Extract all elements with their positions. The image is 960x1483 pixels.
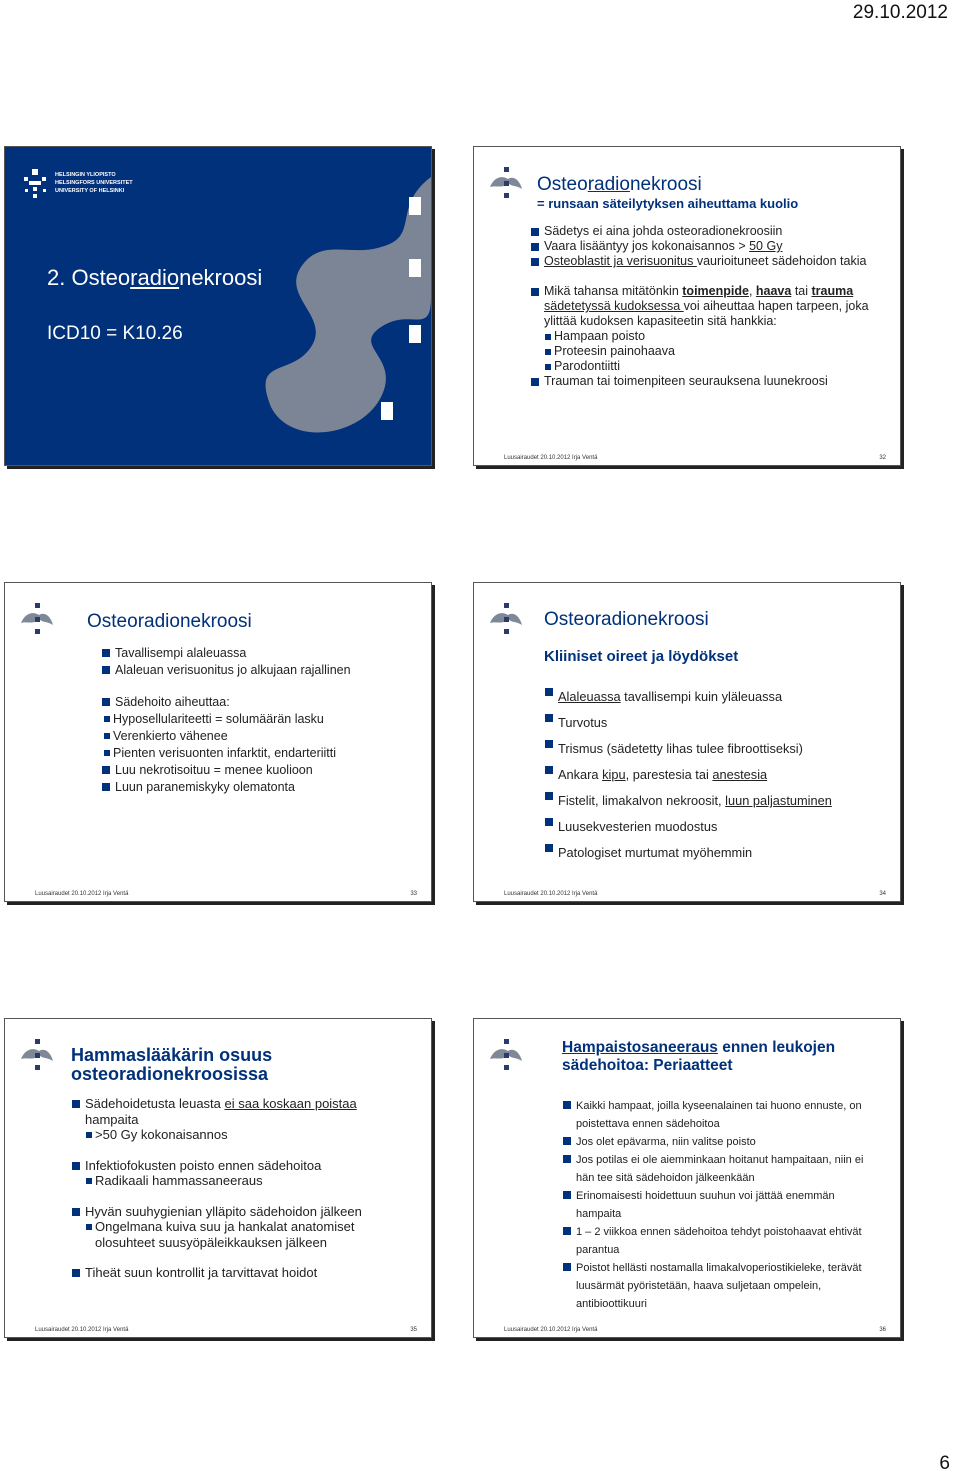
list-item: Hampaan poisto (544, 329, 890, 344)
list-item: Pienten verisuonten infarktit, endarteriitti (103, 745, 421, 762)
list-item: Patologiset murtumat myöhemmin (544, 840, 889, 866)
text: voi aiheuttaa hapen tarpeen, joka ylittää kudoksen kapasiteetin sitä hankkia: (544, 299, 869, 328)
list-item: Hyposellulariteetti = solumäärän lasku (103, 711, 421, 728)
logo-line: HELSINGIN YLIOPISTO (55, 172, 116, 178)
slide-number: 34 (879, 891, 886, 897)
slide-footer: Luusairaudet 20.10.2012 Irja Ventä (504, 891, 598, 897)
text: tai (791, 284, 812, 298)
text: sädetetyssä kudoksessa (544, 299, 684, 313)
university-logo-icon (488, 603, 524, 637)
bullet-list (544, 684, 889, 866)
logo-line: HELSINGFORS UNIVERSITET (55, 180, 133, 186)
slide-4 (473, 582, 901, 902)
list-item: Jos potilas ei ole aiemminkaan hoitanut hampaitaan, niin ei hän tee sitä sädehoidon jälkeenkään (562, 1151, 882, 1187)
university-logo (21, 169, 51, 204)
slide-number: 32 (879, 455, 886, 461)
logo-line: UNIVERSITY OF HELSINKI (55, 188, 125, 194)
slide-title (71, 1046, 272, 1084)
list-item (530, 254, 890, 269)
list-item (544, 684, 889, 710)
list-item (544, 762, 889, 788)
bullet-list (101, 645, 421, 796)
page-number: 6 (939, 1453, 950, 1474)
list-item: Hyvän suuhygienian ylläpito sädehoidon jälkeen (71, 1204, 401, 1220)
list-item: Luu nekrotisoituu = menee kuolioon (101, 762, 421, 779)
list-item: Radikaali hammassaneeraus (85, 1173, 401, 1189)
list-item: Parodontiitti (544, 359, 890, 374)
title-part: 2. Osteo (47, 265, 131, 290)
university-logo-icon (21, 169, 51, 199)
page-date: 29.10.2012 (852, 2, 948, 23)
list-item: Poistot hellästi nostamalla limakalvoperiostikieleke, terävät luusärmät pyöristetään, haava suljetaan ompelein, antibioottikuuri (562, 1259, 882, 1313)
list-item (530, 239, 890, 254)
slide-title: Osteoradionekroosi (87, 611, 252, 632)
list-item: Trismus (sädetetty lihas tulee fibroottiseksi) (544, 736, 889, 762)
university-logo-icon (488, 167, 524, 201)
text: Vaara lisääntyy jos kokonaisannos > (544, 239, 750, 253)
list-item (530, 284, 890, 329)
slide-number: 33 (410, 891, 417, 897)
slide-number: 36 (879, 1327, 886, 1333)
text: Sädehoidetusta leuasta (85, 1096, 225, 1111)
slide-title (47, 267, 262, 288)
list-item: Luusekvesterien muodostus (544, 814, 889, 840)
slide-footer: Luusairaudet 20.10.2012 Irja Ventä (504, 455, 598, 461)
text: anestesia (712, 767, 768, 782)
list-item: 1 – 2 viikkoa ennen sädehoitoa tehdyt poistohaavat ehtivät parantua (562, 1223, 882, 1259)
text: trauma (811, 284, 854, 298)
text: Fistelit, limakalvon nekroosit, (558, 793, 726, 808)
university-logo-icon (19, 1039, 55, 1073)
title-part: Osteo (537, 174, 588, 195)
university-logo-icon (19, 603, 55, 637)
list-item: Luun paranemiskyky olematonta (101, 779, 421, 796)
text: vaurioituneet sädehoidon takia (696, 254, 867, 268)
slide-subtitle: = runsaan säteilytyksen aiheuttama kuolio (537, 196, 799, 211)
bullet-list (71, 1096, 401, 1281)
title-line: osteoradionekroosissa (71, 1064, 269, 1084)
slide-footer: Luusairaudet 20.10.2012 Irja Ventä (35, 1327, 129, 1333)
list-item (71, 1096, 401, 1127)
list-item: Trauman tai toimenpiteen seurauksena luunekroosi (530, 374, 890, 389)
flame-decoration (231, 147, 431, 465)
slide-1 (4, 146, 432, 466)
slide-title (562, 1039, 835, 1075)
text: , parestesia tai (625, 767, 713, 782)
list-item: Verenkierto vähenee (103, 728, 421, 745)
text: kipu (602, 767, 626, 782)
list-item: Sädetys ei aina johda osteoradionekroosiin (530, 224, 890, 239)
text: Alaleuassa (558, 689, 621, 704)
list-item: Erinomaisesti hoidettuun suuhun voi jättää enemmän hampaita (562, 1187, 882, 1223)
slide-footer: Luusairaudet 20.10.2012 Irja Ventä (504, 1327, 598, 1333)
text: luun paljastuminen (725, 793, 832, 808)
slide-subtitle: Kliiniset oireet ja löydökset (544, 648, 739, 665)
logo-text (55, 171, 133, 195)
list-item: Sädehoito aiheuttaa: (101, 694, 421, 711)
list-item (544, 788, 889, 814)
list-item: Tavallisempi alaleuassa (101, 645, 421, 662)
slide-subtitle: ICD10 = K10.26 (47, 323, 183, 344)
title-line (562, 1039, 835, 1057)
slide-footer: Luusairaudet 20.10.2012 Irja Ventä (35, 891, 129, 897)
list-item: >50 Gy kokonaisannos (85, 1127, 401, 1143)
text: haava (755, 284, 792, 298)
text: ei saa koskaan poistaa (224, 1096, 357, 1111)
list-item: Infektiofokusten poisto ennen sädehoitoa (71, 1158, 401, 1174)
title-part: nekroosi (629, 174, 702, 195)
slide-3 (4, 582, 432, 902)
title-line: Hammaslääkärin osuus (71, 1045, 273, 1065)
text: Ankara (558, 767, 603, 782)
text: 50 Gy (749, 239, 783, 253)
text: Hampaistosaneeraus (562, 1039, 718, 1056)
text: , (748, 284, 756, 298)
title-part: radio (587, 174, 630, 195)
title-part: radio (130, 265, 180, 290)
slide-2 (473, 146, 901, 466)
slide-6 (473, 1018, 901, 1338)
slide-title: Osteoradionekroosi (544, 609, 709, 630)
text: toimenpide (682, 284, 749, 298)
slide-number: 35 (410, 1327, 417, 1333)
bullet-list (562, 1097, 882, 1313)
list-item: Proteesin painohaava (544, 344, 890, 359)
list-item: Jos olet epävarma, niin valitse poisto (562, 1133, 882, 1151)
title-part: nekroosi (179, 265, 263, 290)
text: Mikä tahansa mitätönkin (544, 284, 683, 298)
title-line: sädehoitoa: Periaatteet (562, 1057, 733, 1074)
list-item: Ongelmana kuiva suu ja hankalat anatomiset olosuhteet suusyöpäleikkauksen jälkeen (85, 1219, 401, 1250)
text: tavallisempi kuin yläleuassa (620, 689, 783, 704)
list-item: Alaleuan verisuonitus jo alkujaan rajallinen (101, 662, 421, 679)
text: hampaita (85, 1111, 139, 1127)
text: ennen leukojen (717, 1039, 836, 1056)
list-item: Tiheät suun kontrollit ja tarvittavat hoidot (71, 1265, 401, 1281)
slide-title (537, 174, 702, 195)
bullet-list (530, 224, 890, 389)
university-logo-icon (488, 1039, 524, 1073)
list-item: Turvotus (544, 710, 889, 736)
list-item: Kaikki hampaat, joilla kyseenalainen tai huono ennuste, on poistettava ennen sädehoitoa (562, 1097, 882, 1133)
slide-5 (4, 1018, 432, 1338)
text: Osteoblastit ja verisuonitus (544, 254, 697, 268)
